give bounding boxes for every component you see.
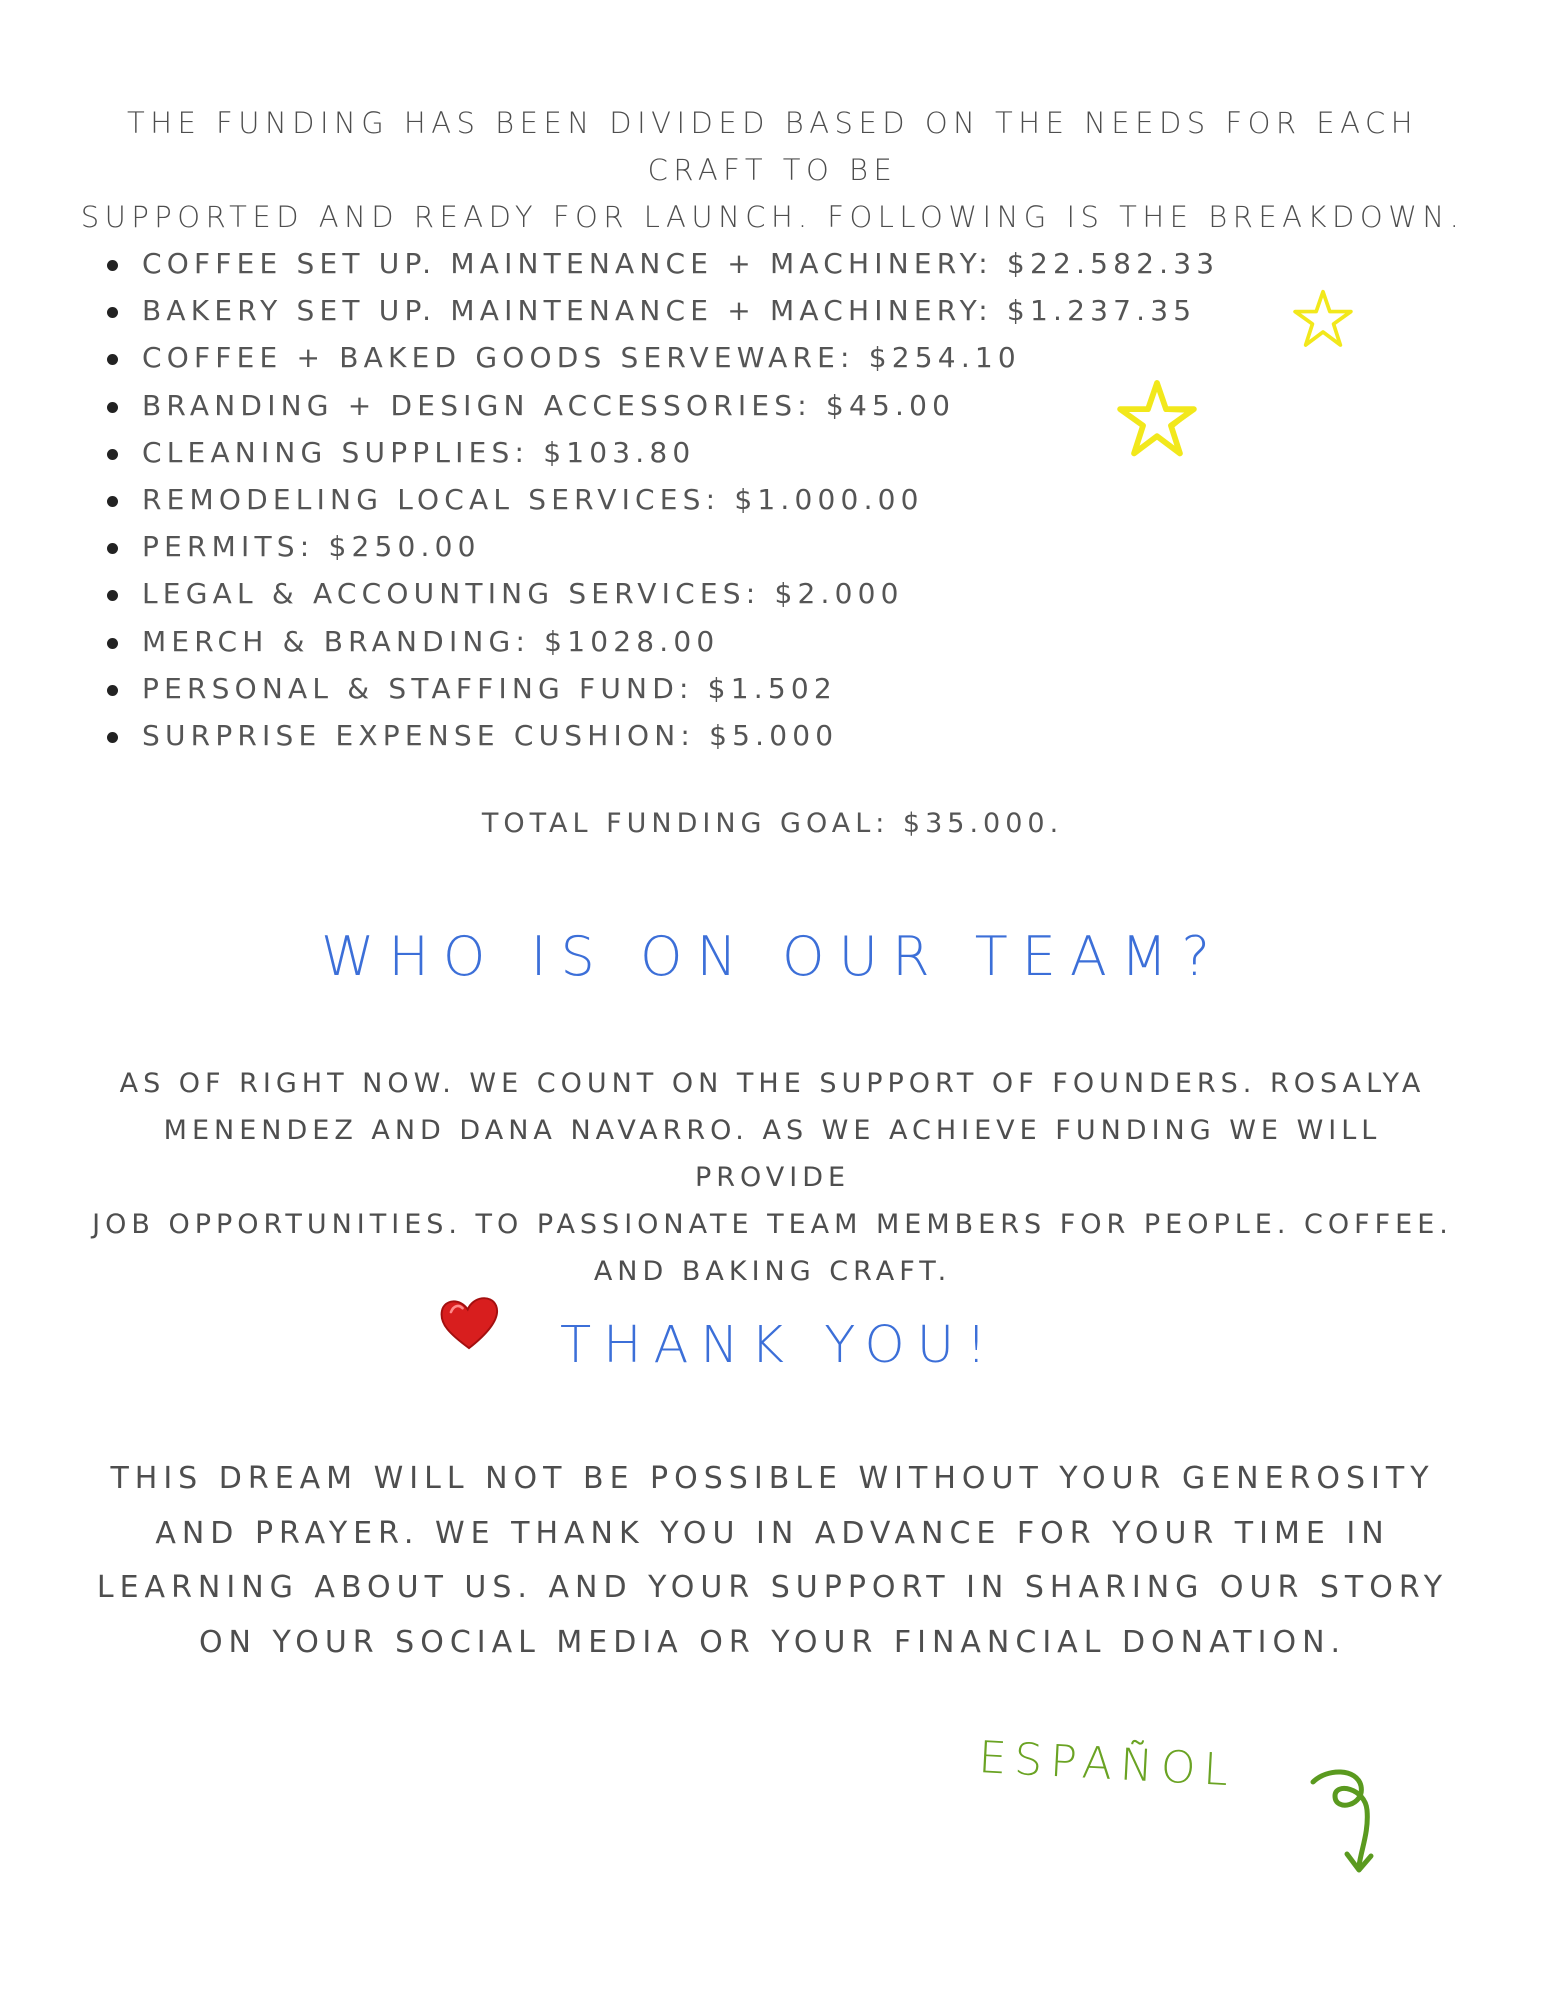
list-item [100, 476, 1219, 523]
list-item-text: MERCH & BRANDING: $1028.00 [142, 624, 720, 658]
curly-arrow-down-icon[interactable] [1305, 1760, 1395, 1880]
bullet-icon [107, 685, 118, 696]
list-item-text: PERMITS: $250.00 [142, 530, 481, 564]
list-item-text: SURPRISE EXPENSE CUSHION: $5.000 [142, 718, 839, 752]
closing-line: THIS DREAM WILL NOT BE POSSIBLE WITHOUT YOUR GENEROSITY [110, 1461, 1435, 1496]
intro-line: THE FUNDING HAS BEEN DIVIDED BASED ON THE NEEDS FOR EACH CRAFT TO BE [126, 106, 1418, 187]
list-item [100, 429, 1219, 476]
bullet-icon [107, 449, 118, 460]
bullet-icon [107, 590, 118, 601]
closing-paragraph [90, 1452, 1455, 1670]
thank-you-heading: THANK YOU! [560, 1316, 999, 1375]
list-item [100, 334, 1219, 381]
total-funding-goal: TOTAL FUNDING GOAL: $35.000. [481, 808, 1064, 839]
list-item [100, 618, 1219, 665]
closing-line: LEARNING ABOUT US. AND YOUR SUPPORT IN SHARING OUR STORY [96, 1570, 1449, 1605]
bullet-icon [107, 307, 118, 318]
bullet-icon [107, 732, 118, 743]
star-icon [1116, 378, 1198, 460]
list-item [100, 665, 1219, 712]
team-line: MENENDEZ AND DANA NAVARRO. AS WE ACHIEVE FUNDING WE WILL PROVIDE [163, 1115, 1382, 1193]
intro-paragraph [80, 100, 1465, 241]
bullet-icon [107, 638, 118, 649]
list-item [100, 240, 1219, 287]
espanol-link[interactable]: ESPAÑOL [977, 1732, 1238, 1797]
heart-icon [436, 1294, 502, 1352]
bullet-icon [107, 354, 118, 365]
list-item [100, 523, 1219, 570]
bullet-icon [107, 402, 118, 413]
list-item-text: COFFEE + BAKED GOODS SERVEWARE: $254.10 [142, 341, 1021, 375]
bullet-icon [107, 543, 118, 554]
team-heading: WHO IS ON OUR TEAM? [320, 925, 1225, 988]
bullet-icon [107, 496, 118, 507]
list-item-text: LEGAL & ACCOUNTING SERVICES: $2.000 [142, 577, 904, 611]
list-item-text: BAKERY SET UP. MAINTENANCE + MACHINERY: $1.237.35 [142, 294, 1197, 328]
bullet-icon [107, 260, 118, 271]
team-line: JOB OPPORTUNITIES. TO PASSIONATE TEAM MEMBERS FOR PEOPLE. COFFEE. [92, 1209, 1453, 1240]
team-line: AND BAKING CRAFT. [593, 1256, 952, 1287]
intro-line: SUPPORTED AND READY FOR LAUNCH. FOLLOWING IS THE BREAKDOWN. [80, 200, 1465, 234]
list-item [100, 382, 1219, 429]
star-icon [1292, 288, 1354, 350]
list-item-text: COFFEE SET UP. MAINTENANCE + MACHINERY: $22.582.33 [142, 247, 1220, 280]
funding-breakdown-list [100, 240, 1219, 759]
list-item [100, 287, 1219, 334]
list-item-text: PERSONAL & STAFFING FUND: $1.502 [142, 671, 837, 705]
closing-line: ON YOUR SOCIAL MEDIA OR YOUR FINANCIAL DONATION. [198, 1624, 1347, 1660]
list-item [100, 712, 1219, 759]
team-paragraph [90, 1060, 1455, 1295]
team-line: AS OF RIGHT NOW. WE COUNT ON THE SUPPORT OF FOUNDERS. ROSALYA [119, 1068, 1426, 1099]
list-item-text: CLEANING SUPPLIES: $103.80 [142, 435, 696, 469]
list-item-text: REMODELING LOCAL SERVICES: $1.000.00 [142, 482, 924, 516]
closing-line: AND PRAYER. WE THANK YOU IN ADVANCE FOR YOUR TIME IN [155, 1515, 1390, 1551]
list-item-text: BRANDING + DESIGN ACCESSORIES: $45.00 [142, 388, 956, 422]
list-item [100, 570, 1219, 617]
